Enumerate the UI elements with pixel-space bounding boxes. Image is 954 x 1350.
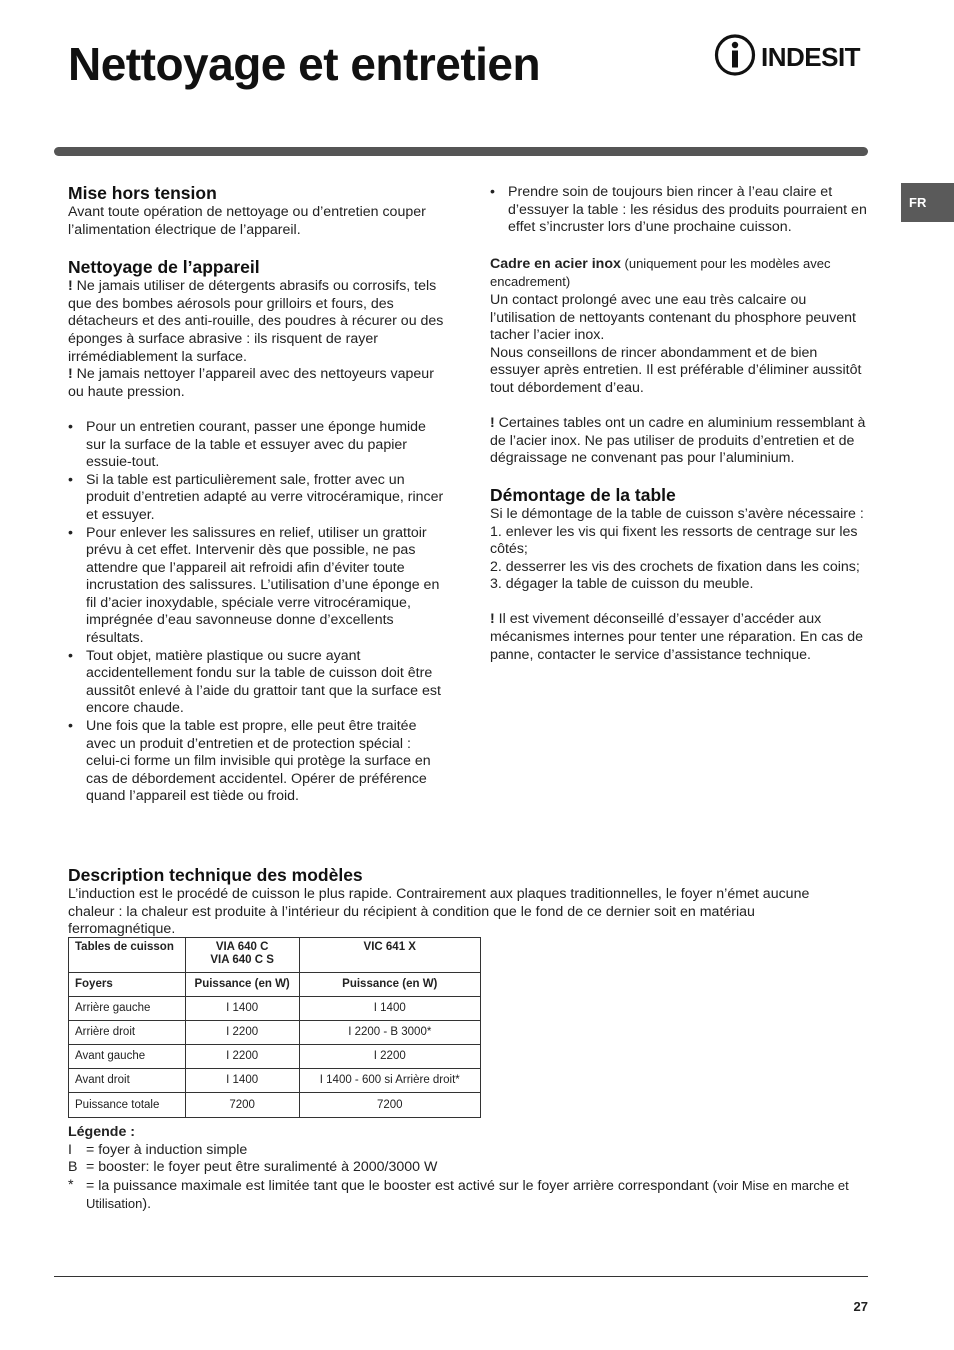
list-item: • Si la table est particulièrement sale, frotter avec un produit d’entretien adapté au verre vitrocéramique, rincer et essuyer.	[68, 472, 448, 525]
rinse-bullet-list	[490, 184, 870, 237]
footer-divider	[54, 1276, 868, 1277]
indesit-logo-icon	[714, 34, 870, 76]
left-column	[68, 182, 448, 806]
warning-reparation-text: Il est vivement déconseillé d’essayer d’accéder aux mécanismes internes pour tenter une réparation. En cas de panne, contacter le service d’assistance technique.	[490, 611, 864, 663]
table-cell: Avant droit	[69, 1069, 186, 1093]
table-cell: I 2200 - B 3000*	[299, 1021, 480, 1045]
brand-wordmark: INDESIT	[761, 42, 861, 72]
table-cell: I 2200	[185, 1045, 299, 1069]
warning-vapeur	[68, 366, 448, 401]
model-via-640-c: VIA 640 C	[215, 941, 269, 953]
legend-item	[68, 1177, 858, 1214]
table-header-cell: VIC 641 X	[299, 938, 480, 973]
table-cell: Puissance totale	[69, 1093, 186, 1118]
section-heading-demontage: Démontage de la table	[490, 484, 676, 505]
header-divider-bar	[54, 147, 868, 156]
table-header-cell	[185, 938, 299, 973]
legend-text: = booster: le foyer peut être suralimenté à 2000/3000 W	[86, 1159, 438, 1176]
table-cell: I 2200	[299, 1045, 480, 1069]
table-cell: I 2200	[185, 1021, 299, 1045]
legend-heading: Légende :	[68, 1124, 136, 1140]
indesit-logo	[714, 34, 870, 76]
legend-symbol: B	[68, 1159, 78, 1176]
table-row	[69, 1069, 481, 1093]
cadre-inox-heading: Cadre en acier inox	[490, 255, 621, 272]
table-subheader-row	[69, 973, 481, 997]
right-column	[490, 184, 870, 664]
warning-aluminium	[490, 415, 870, 468]
demontage-step: 1. enlever les vis qui fixent les ressorts de centrage sur les côtés;	[490, 523, 858, 558]
legend-item	[68, 1142, 858, 1160]
legend-text: = foyer à induction simple	[86, 1141, 248, 1158]
language-tab	[901, 183, 954, 222]
warning-mark: !	[490, 415, 495, 432]
page-number: 27	[853, 1299, 868, 1314]
table-cell: I 1400	[185, 1069, 299, 1093]
table-row	[69, 1021, 481, 1045]
cadre-inox-paragraph-1: Un contact prolongé avec une eau très calcaire ou l’utilisation de nettoyants contenant du phosphore peuvent tacher l’acier inox.	[490, 291, 856, 344]
mise-hors-tension-text: Avant toute opération de nettoyage ou d’entretien couper l’alimentation électrique de l’appareil.	[68, 204, 426, 238]
section-heading-description: Description technique des modèles	[68, 865, 363, 885]
table-row	[69, 1045, 481, 1069]
table-row	[69, 997, 481, 1021]
legend-text: = la puissance maximale est limitée tant que le booster est activé sur le foyer arrière correspondant (	[86, 1177, 718, 1194]
legend	[68, 1124, 858, 1214]
description-section	[68, 864, 858, 939]
warning-mark: !	[68, 366, 73, 383]
table-cell: I 1400	[299, 997, 480, 1021]
table-cell: Avant gauche	[69, 1045, 186, 1069]
cadre-inox-heading-line	[490, 255, 870, 292]
legend-item	[68, 1159, 858, 1177]
legend-tail: ).	[142, 1196, 152, 1213]
description-text: L’induction est le procédé de cuisson le plus rapide. Contrairement aux plaques traditionnelles, le foyer n’émet aucune chaleur : la chaleur est produite à l’intérieur du récipient à condition que le fond de ce dernier soit en matériau ferromagnétique.	[68, 886, 810, 938]
demontage-step: 3. dégager la table de cuisson du meuble.	[490, 576, 754, 593]
table-cell: 7200	[299, 1093, 480, 1118]
language-tab-label: FR	[909, 194, 927, 210]
list-item: • Une fois que la table est propre, elle peut être traitée avec un produit d’entretien et de protection spécial : celui-ci forme un film invisible qui protège la surface en cas de débordement accidentel. Opérer de préférence quand l’appareil est tiède ou froid.	[68, 718, 448, 806]
page-title: Nettoyage et entretien	[68, 38, 541, 90]
table-cell: Arrière gauche	[69, 997, 186, 1021]
table-cell: 7200	[185, 1093, 299, 1118]
legend-symbol: I	[68, 1141, 72, 1158]
cadre-inox-note: (uniquement pour les modèles avec encadrement)	[490, 255, 831, 290]
section-heading-mise-hors-tension: Mise hors tension	[68, 183, 217, 203]
table-cell: I 1400 - 600 si Arrière droit*	[299, 1069, 480, 1093]
table-row	[69, 1093, 481, 1118]
warning-reparation	[490, 611, 870, 664]
table-header-row	[69, 938, 481, 973]
list-item: • Tout objet, matière plastique ou sucre ayant accidentellement fondu sur la table de cuisson doit être aussitôt enlevé à l’aide du grattoir tant que la surface est encore chaude.	[68, 648, 448, 718]
specification-table	[68, 937, 481, 1118]
warning-abrasifs-text: Ne jamais utiliser de détergents abrasifs ou corrosifs, tels que des bombes aérosols pour grilloirs et fours, des détacheurs et des anti-rouille, des poudres à récurer ou des éponges à surface abrasive : ils risquent de rayer irrémédiablement la surface.	[68, 278, 444, 365]
warning-mark: !	[490, 611, 495, 628]
table-cell: Arrière droit	[69, 1021, 186, 1045]
model-via-640-c-s: VIA 640 C S	[210, 954, 274, 966]
table-header-cell: Tables de cuisson	[69, 938, 186, 973]
cleaning-bullet-list	[68, 419, 448, 806]
list-item: • Pour enlever les salissures en relief, utiliser un grattoir prévu à cet effet. Intervenir dès que possible, ne pas attendre que l’appareil ait refroidi afin d’éviter toute incrustation des salissures. L’utilisation d’une éponge en fil d’acier inoxydable, spéciale verre vitrocéramique, imprégnée d’eau savonneuse donne d’excellents résultats.	[68, 525, 448, 648]
legend-note: voir Mise en marche et Utilisation	[86, 1177, 849, 1212]
table-header-cell: Puissance (en W)	[299, 973, 480, 997]
list-item: • Prendre soin de toujours bien rincer à l’eau claire et d’essuyer la table : les résidus des produits pourraient en effet s’incruster lors d’une prochaine cuisson.	[490, 184, 870, 237]
section-heading-nettoyage: Nettoyage de l’appareil	[68, 257, 260, 278]
table-header-cell: Foyers	[69, 973, 186, 997]
table-cell: I 1400	[185, 997, 299, 1021]
list-item: • Pour un entretien courant, passer une éponge humide sur la surface de la table et essuyer avec du papier essuie-tout.	[68, 419, 448, 472]
legend-symbol: *	[68, 1176, 74, 1193]
warning-mark: !	[68, 278, 73, 295]
warning-aluminium-text: Certaines tables ont un cadre en aluminium ressemblant à de l’acier inox. Ne pas utiliser de produits d’entretien et de dégraissage ne convenant pas pour l’aluminium.	[490, 415, 866, 467]
cadre-inox-paragraph-2: Nous conseillons de rincer abondamment et de bien essuyer après entretien. Il est préférable d’éliminer aussitôt tout débordement d’eau.	[490, 344, 862, 396]
demontage-step: 2. desserrer les vis des crochets de fixation dans les coins;	[490, 558, 860, 575]
demontage-intro: Si le démontage de la table de cuisson s’avère nécessaire :	[490, 505, 864, 522]
warning-vapeur-text: Ne jamais nettoyer l’appareil avec des nettoyeurs vapeur ou haute pression.	[68, 366, 434, 400]
warning-abrasifs	[68, 278, 448, 366]
table-header-cell: Puissance (en W)	[185, 973, 299, 997]
